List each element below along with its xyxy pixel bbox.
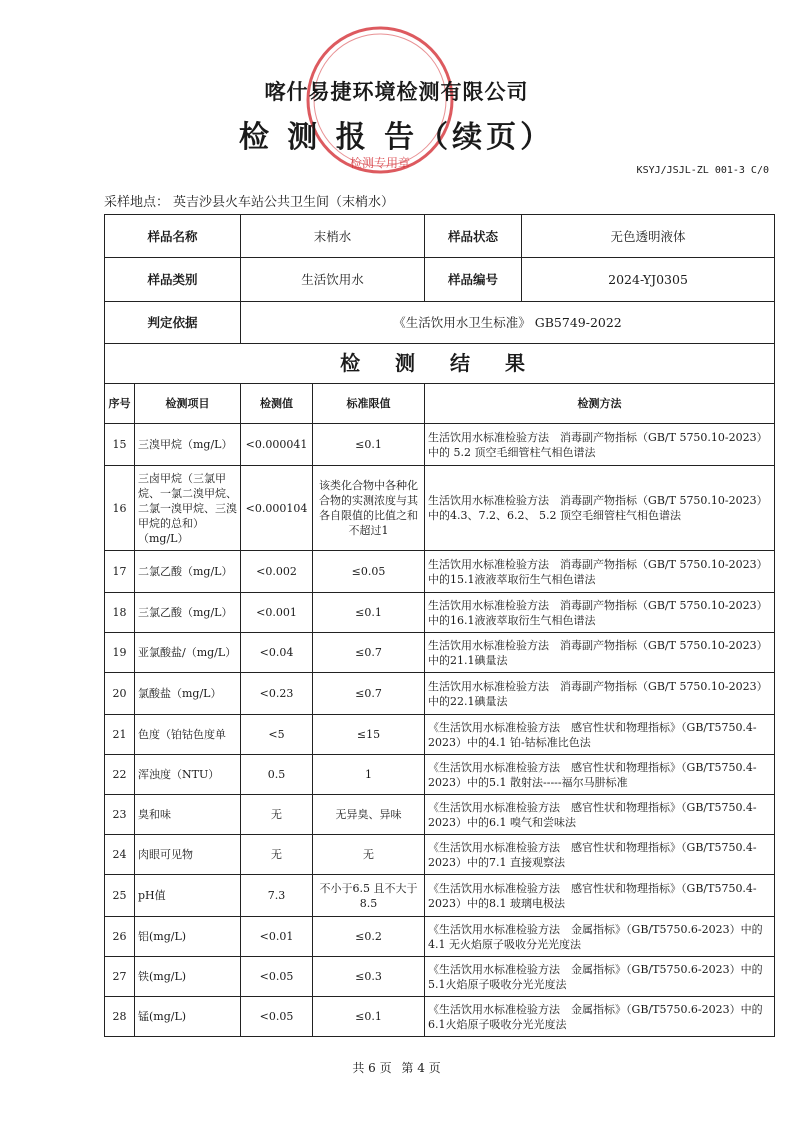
row-value: <0.23 [241, 673, 313, 715]
header-item: 检测项目 [135, 384, 241, 424]
row-value: <0.05 [241, 957, 313, 997]
info-row-1 [105, 215, 775, 258]
row-limit: 该类化合物中各种化合物的实测浓度与其各自限值的比值之和不超过1 [313, 466, 425, 551]
sample-name-label: 样品名称 [105, 215, 241, 258]
basis-label: 判定依据 [105, 302, 241, 344]
row-limit: 无 [313, 835, 425, 875]
row-item: 三卤甲烷（三氯甲烷、一氯二溴甲烷、二氯一溴甲烷、三溴甲烷的总和）（mg/L） [135, 466, 241, 551]
table-row [105, 715, 775, 755]
row-limit: ≤0.1 [313, 593, 425, 633]
row-item: 色度（铂钴色度单 [135, 715, 241, 755]
row-method: 生活饮用水标准检验方法 消毒副产物指标（GB/T 5750.10-2023）中的22.1碘量法 [425, 673, 775, 715]
document-number: KSYJ/JSJL-ZL 001-3 C/0 [636, 165, 769, 176]
row-item: 肉眼可见物 [135, 835, 241, 875]
table-row [105, 997, 775, 1037]
header-method: 检测方法 [425, 384, 775, 424]
company-name: 喀什易捷环境检测有限公司 [264, 79, 529, 104]
sample-no-value: 2024-YJ0305 [608, 272, 688, 287]
stamp-text: 检测专用章 [349, 156, 411, 170]
row-value: <0.001 [241, 593, 313, 633]
sample-state-label: 样品状态 [425, 215, 522, 257]
row-method: 《生活饮用水标准检验方法 金属指标》（GB/T5750.6-2023）中的4.1 无火焰原子吸收分光光度法 [425, 917, 775, 957]
table-row [105, 755, 775, 795]
header-value: 检测值 [241, 384, 313, 424]
row-value: <0.002 [241, 551, 313, 593]
row-number: 19 [105, 633, 135, 673]
row-limit: ≤0.3 [313, 957, 425, 997]
row-method: 《生活饮用水标准检验方法 感官性状和物理指标》（GB/T5750.4-2023）中的6.1 嗅气和尝味法 [425, 795, 775, 835]
row-limit: ≤0.7 [313, 633, 425, 673]
row-value: <0.04 [241, 633, 313, 673]
table-row [105, 673, 775, 715]
row-method: 生活饮用水标准检验方法 消毒副产物指标（GB/T 5750.10-2023）中的 5.2 顶空毛细管柱气相色谱法 [425, 424, 775, 466]
row-method: 生活饮用水标准检验方法 消毒副产物指标（GB/T 5750.10-2023）中的21.1碘量法 [425, 633, 775, 673]
row-value: 无 [241, 795, 313, 835]
table-row [105, 551, 775, 593]
header-limit: 标准限值 [313, 384, 425, 424]
table-row [105, 795, 775, 835]
row-limit: ≤0.1 [313, 997, 425, 1037]
row-number: 18 [105, 593, 135, 633]
row-number: 28 [105, 997, 135, 1037]
row-limit: ≤0.2 [313, 917, 425, 957]
sample-type-value: 生活饮用水 [241, 258, 425, 302]
row-value: <0.01 [241, 917, 313, 957]
sampling-location [104, 191, 394, 210]
row-number: 26 [105, 917, 135, 957]
report-title: 检 测 报 告（续页） [238, 120, 555, 155]
row-value: 无 [241, 835, 313, 875]
row-number: 15 [105, 424, 135, 466]
table-row [105, 633, 775, 673]
row-method: 《生活饮用水标准检验方法 感官性状和物理指标》（GB/T5750.4-2023）中的7.1 直接观察法 [425, 835, 775, 875]
row-number: 22 [105, 755, 135, 795]
results-title-row [105, 344, 775, 384]
basis-value: 《生活饮用水卫生标准》 GB5749-2022 [241, 302, 775, 344]
row-item: 浑浊度（NTU） [135, 755, 241, 795]
row-number: 21 [105, 715, 135, 755]
row-item: pH值 [135, 875, 241, 917]
row-value: 7.3 [241, 875, 313, 917]
row-number: 16 [105, 466, 135, 551]
current-page: 第 4 页 [401, 1061, 441, 1075]
sample-type-label: 样品类别 [105, 258, 241, 302]
row-value: <5 [241, 715, 313, 755]
row-limit: 无异臭、异味 [313, 795, 425, 835]
row-item: 铁(mg/L) [135, 957, 241, 997]
row-number: 23 [105, 795, 135, 835]
table-row [105, 917, 775, 957]
row-number: 27 [105, 957, 135, 997]
row-item: 三溴甲烷（mg/L） [135, 424, 241, 466]
row-limit: ≤0.7 [313, 673, 425, 715]
row-item: 二氯乙酸（mg/L） [135, 551, 241, 593]
sample-name-value: 末梢水 [241, 215, 425, 258]
page-footer [0, 1059, 793, 1076]
table-row [105, 424, 775, 466]
row-method: 《生活饮用水标准检验方法 感官性状和物理指标》（GB/T5750.4-2023）中的8.1 玻璃电极法 [425, 875, 775, 917]
row-number: 24 [105, 835, 135, 875]
row-method: 《生活饮用水标准检验方法 金属指标》（GB/T5750.6-2023）中的 6.1火焰原子吸收分光光度法 [425, 997, 775, 1037]
row-limit: ≤15 [313, 715, 425, 755]
row-method: 《生活饮用水标准检验方法 金属指标》（GB/T5750.6-2023）中的 5.1火焰原子吸收分光光度法 [425, 957, 775, 997]
row-item: 臭和味 [135, 795, 241, 835]
row-method: 《生活饮用水标准检验方法 感官性状和物理指标》（GB/T5750.4-2023）中的5.1 散射法-----福尔马肼标准 [425, 755, 775, 795]
sample-no-label: 样品编号 [425, 258, 522, 301]
row-item: 铝(mg/L) [135, 917, 241, 957]
row-value: <0.000041 [241, 424, 313, 466]
row-limit: ≤0.1 [313, 424, 425, 466]
row-item: 亚氯酸盐/（mg/L） [135, 633, 241, 673]
row-item: 氯酸盐（mg/L） [135, 673, 241, 715]
row-value: 0.5 [241, 755, 313, 795]
row-method: 生活饮用水标准检验方法 消毒副产物指标（GB/T 5750.10-2023）中的16.1液液萃取衍生气相色谱法 [425, 593, 775, 633]
table-row [105, 835, 775, 875]
table-row [105, 466, 775, 551]
sampling-location-value: 英吉沙县火车站公共卫生间（末梢水） [173, 195, 395, 210]
row-number: 17 [105, 551, 135, 593]
table-row [105, 593, 775, 633]
report-table [104, 214, 775, 1037]
sampling-location-label: 采样地点： [104, 195, 170, 210]
row-method: 《生活饮用水标准检验方法 感官性状和物理指标》（GB/T5750.4-2023）中的4.1 铂-钴标准比色法 [425, 715, 775, 755]
row-method: 生活饮用水标准检验方法 消毒副产物指标（GB/T 5750.10-2023）中的4.3、7.2、6.2、 5.2 顶空毛细管柱气相色谱法 [425, 466, 775, 551]
results-header-row [105, 384, 775, 424]
header-no: 序号 [105, 384, 135, 424]
row-limit: ≤0.05 [313, 551, 425, 593]
total-pages: 共 6 页 [352, 1061, 392, 1075]
sample-state-value: 无色透明液体 [610, 228, 686, 244]
row-item: 锰(mg/L) [135, 997, 241, 1037]
row-item: 三氯乙酸（mg/L） [135, 593, 241, 633]
row-number: 25 [105, 875, 135, 917]
row-value: <0.05 [241, 997, 313, 1037]
row-limit: 1 [313, 755, 425, 795]
row-method: 生活饮用水标准检验方法 消毒副产物指标（GB/T 5750.10-2023）中的15.1液液萃取衍生气相色谱法 [425, 551, 775, 593]
row-number: 20 [105, 673, 135, 715]
info-row-2 [105, 258, 775, 302]
row-value: <0.000104 [241, 466, 313, 551]
table-row [105, 875, 775, 917]
results-title: 检 测 结 果 [105, 344, 775, 384]
info-row-3 [105, 302, 775, 344]
table-row [105, 957, 775, 997]
row-limit: 不小于6.5 且不大于8.5 [313, 875, 425, 917]
